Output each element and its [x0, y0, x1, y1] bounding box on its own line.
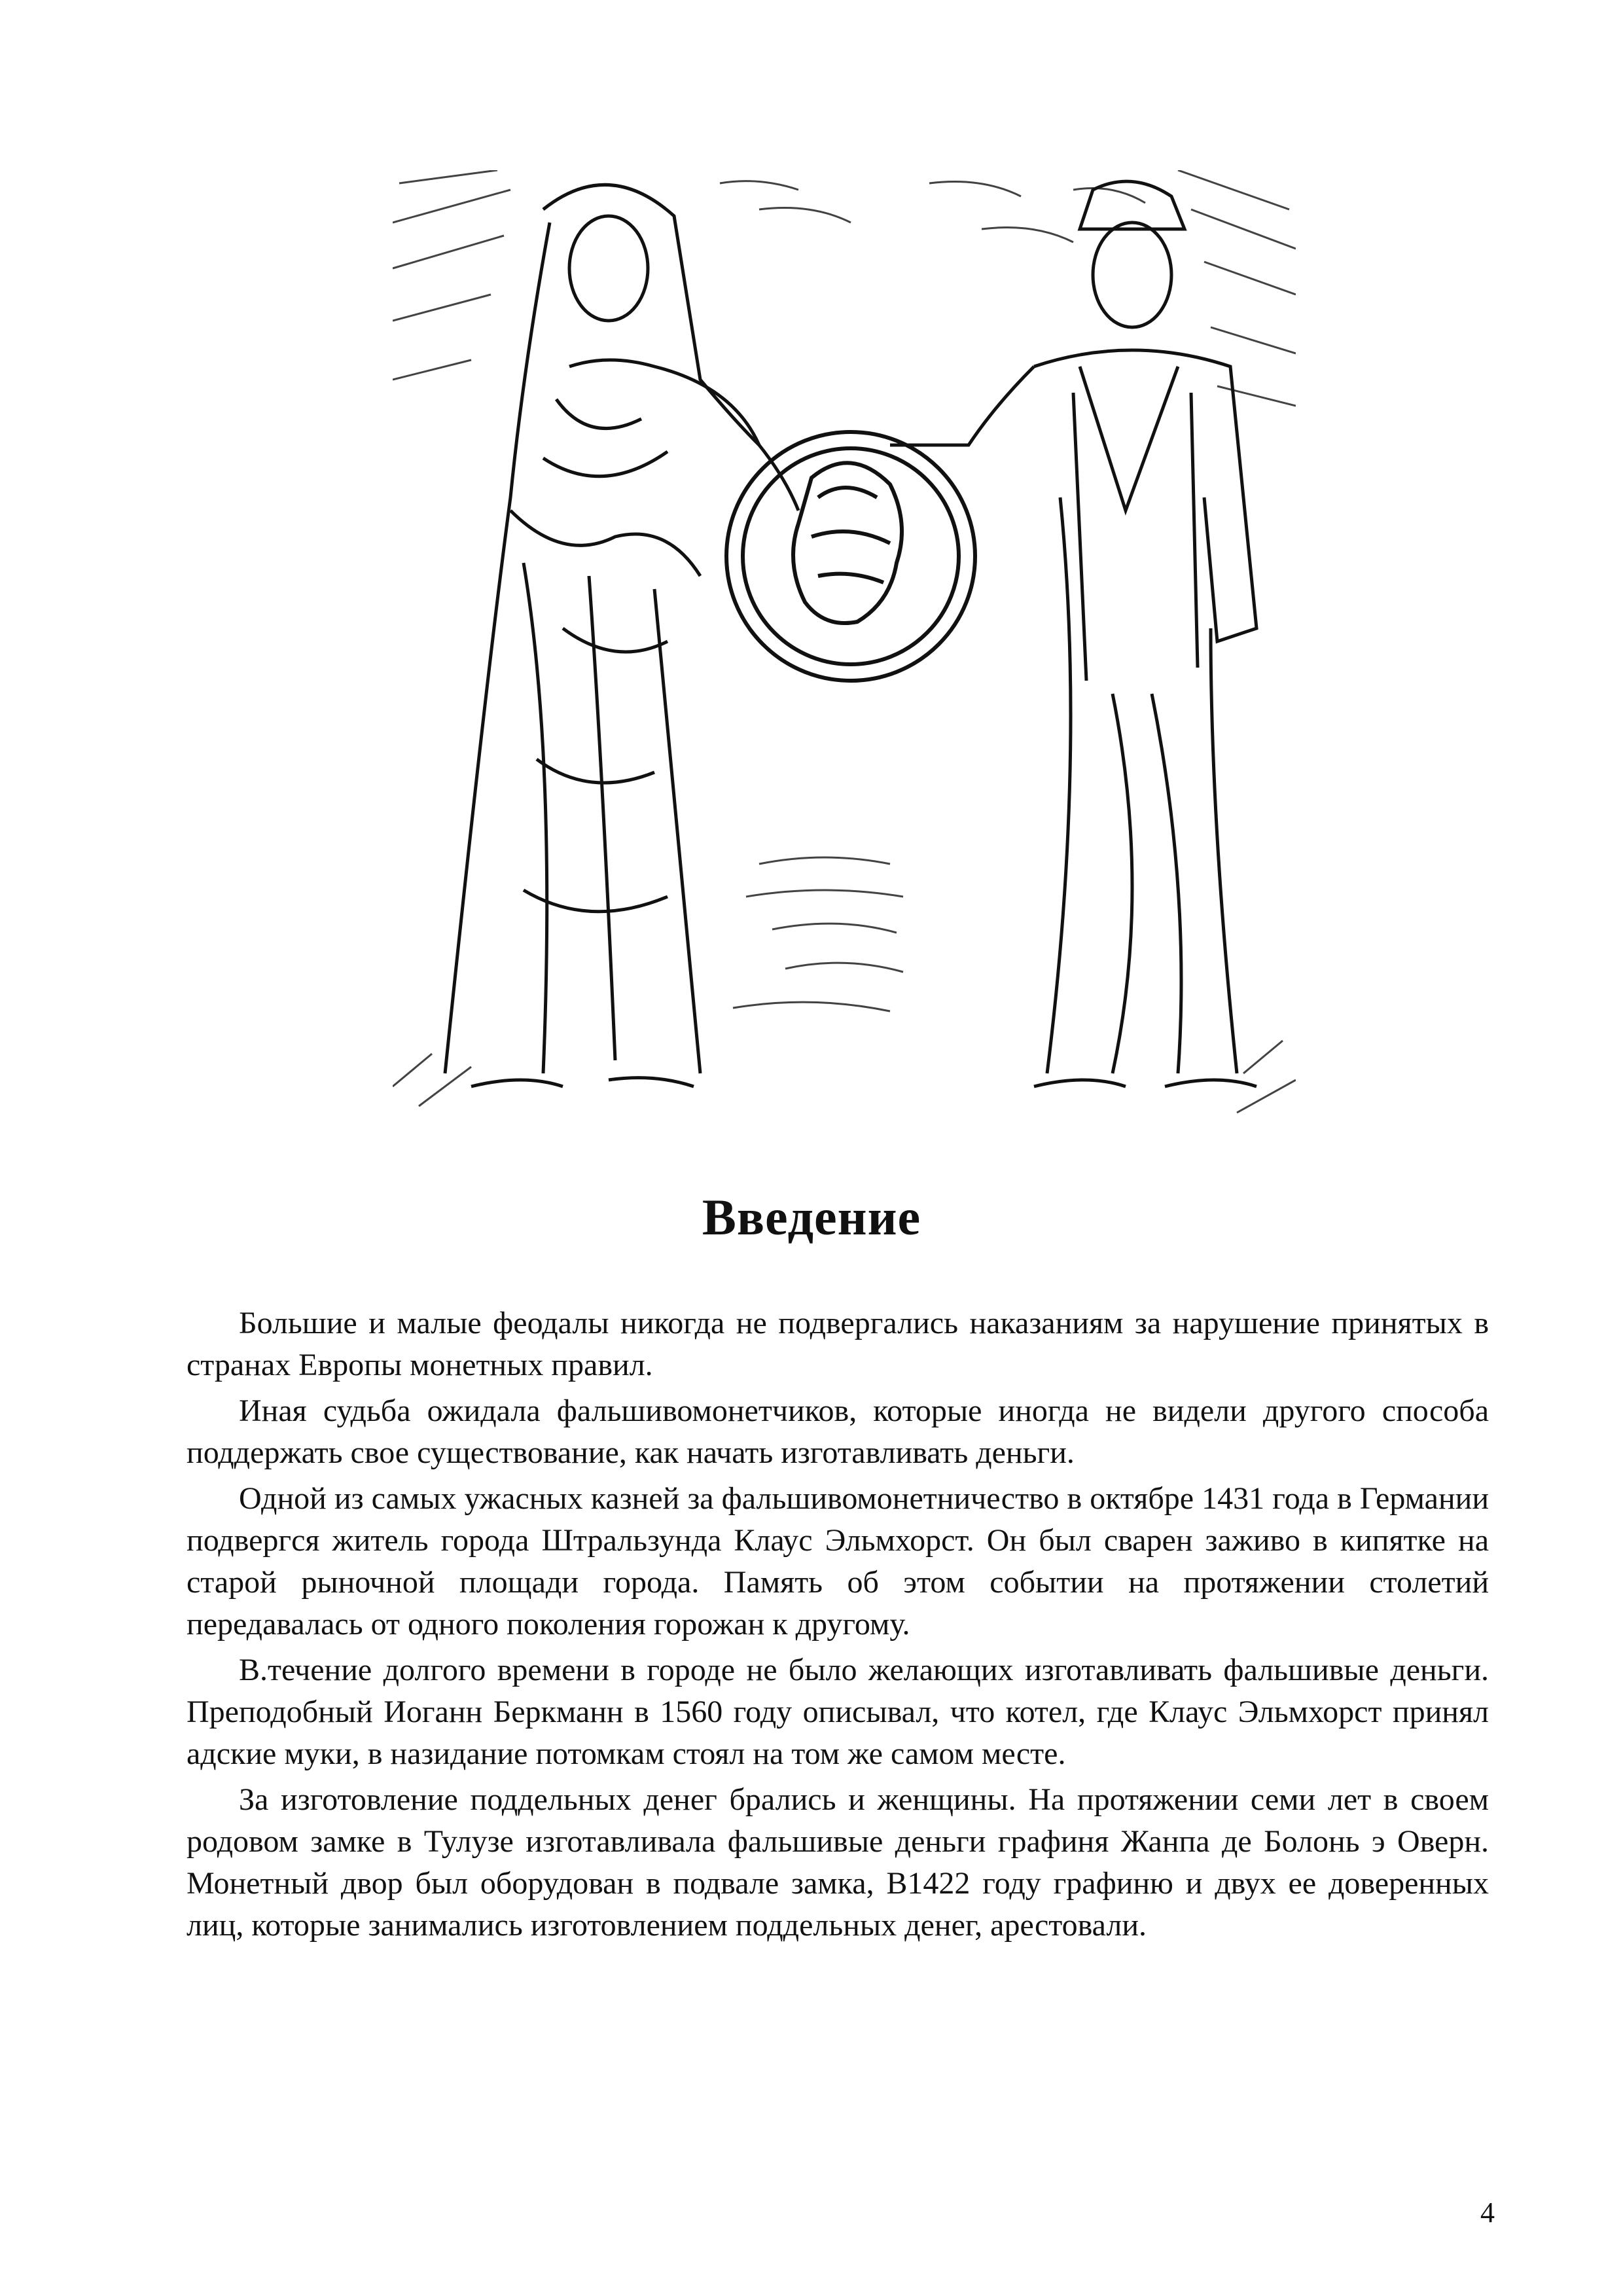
page-number: 4 [1480, 2197, 1495, 2229]
page-title: Введение [702, 1189, 921, 1246]
paragraph: В.течение долгого времени в городе не было желающих изготавливать фальшивые деньги. Преподобный Иоганн Беркманн в 1560 году описывал, что котел, где Клаус Эльмхорст принял адские муки, в назидание потомкам стоял на том же самом месте. [187, 1653, 1489, 1771]
paragraph: Одной из самых ужасных казней за фальшивомонетничество в октябре 1431 года в Германии подвергся житель города Штральзунда Клаус Эльмхорст. Он был сварен заживо в кипятке на старой рыночной площади города. Память об этом событии на протяжении столетий передавалась от одного поколения горожан к другому. [187, 1481, 1489, 1641]
illustration [393, 170, 1296, 1132]
roman-figure-and-man-with-coin-illustration-icon [393, 170, 1296, 1132]
paragraph: Большие и малые феодалы никогда не подвергались наказаниям за нарушение принятых в странах Европы монетных правил. [187, 1306, 1489, 1382]
paragraph: Иная судьба ожидала фальшивомонетчиков, которые иногда не видели другого способа поддержать свое существование, как начать изготавливать деньги. [187, 1393, 1489, 1470]
paragraph: За изготовление поддельных денег брались и женщины. На протяжении семи лет в своем родовом замке в Тулузе изготавливала фальшивые деньги графиня Жанпа де Болонь э Оверн. Монетный двор был оборудован в подвале замка, В1422 году графиню и двух ее доверенных лиц, которые занимались изготовлением поддельных денег, арестовали. [187, 1782, 1489, 1943]
body-text [187, 1302, 1489, 1950]
